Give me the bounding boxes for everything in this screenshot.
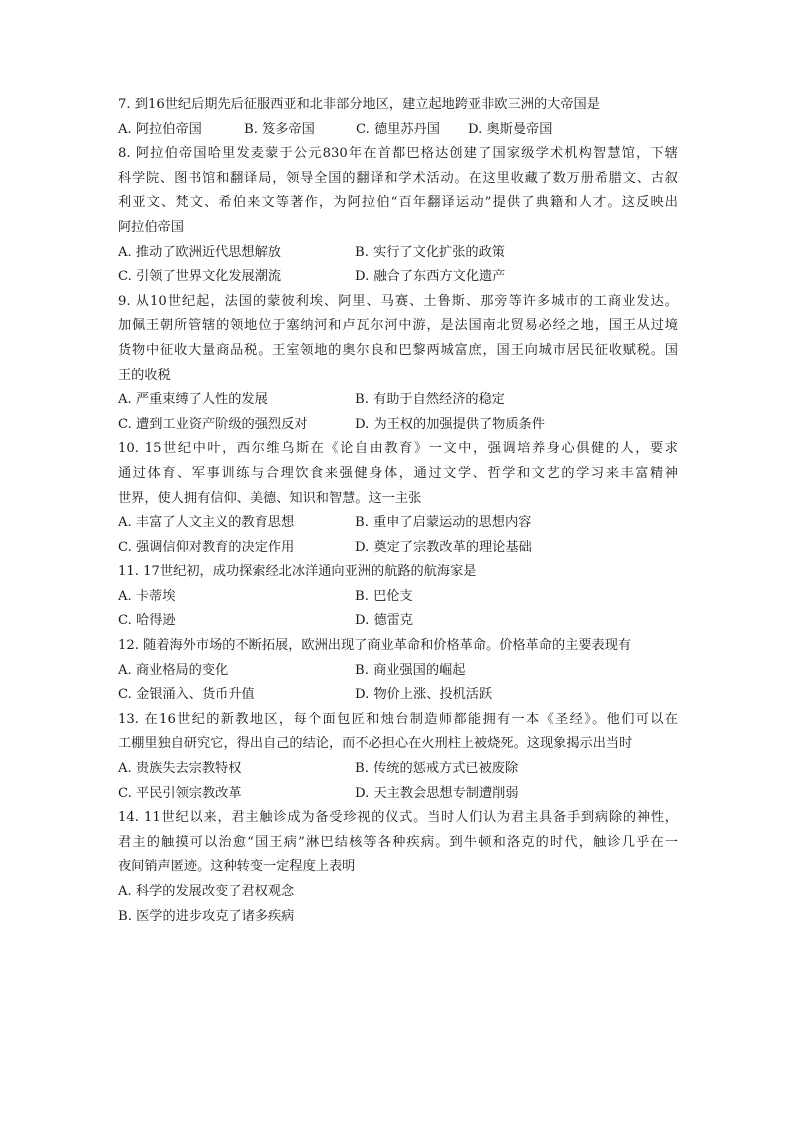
question-stem-line: 夜间销声匿迹。这种转变一定程度上表明: [118, 859, 356, 875]
question-block: [118, 806, 678, 929]
question-block: [118, 634, 678, 708]
options-row: [118, 265, 678, 290]
answer-option[interactable]: B. 笈多帝国: [244, 121, 315, 137]
question-stem-line: 7. 到16世纪后期先后征服西亚和北非部分地区，建立起地跨亚非欧三洲的大帝国是: [118, 97, 600, 112]
question-block: [118, 142, 678, 290]
answer-option[interactable]: B. 医学的进步攻克了诸多疾病: [118, 908, 295, 924]
options-row: [118, 511, 678, 536]
answer-option[interactable]: B. 重申了启蒙运动的思想内容: [355, 515, 532, 531]
answer-option[interactable]: D. 德雷克: [355, 613, 414, 629]
answer-option[interactable]: D. 物价上涨、投机活跃: [355, 687, 493, 703]
options-row: [118, 880, 678, 905]
answer-option[interactable]: C. 遭到工业资产阶级的强烈反对: [118, 416, 308, 432]
options-row: [118, 659, 678, 684]
answer-option[interactable]: A. 严重束缚了人性的发展: [118, 392, 268, 408]
question-stem-line: 10. 15世纪中叶，西尔维乌斯在《论自由教育》一文中，强调培养身心俱健的人，要求: [118, 441, 678, 457]
answer-option[interactable]: A. 卡蒂埃: [118, 588, 176, 604]
options-row: [118, 585, 678, 610]
question-block: [118, 560, 678, 634]
question-block: [118, 290, 678, 438]
question-stem-line: 世界，使人拥有信仰、美德、知识和智慧。这一主张: [118, 490, 422, 506]
answer-option[interactable]: D. 天主教会思想专制遭削弱: [355, 785, 519, 801]
question-stem-line: 王的收税: [118, 367, 171, 383]
options-row: [118, 118, 678, 143]
answer-option[interactable]: A. 商业格局的变化: [118, 662, 229, 678]
answer-option[interactable]: C. 金银涌入、货币升值: [118, 687, 255, 703]
answer-option[interactable]: D. 融合了东西方文化遗产: [355, 269, 506, 285]
options-row: [118, 536, 678, 561]
question-stem-line: 8. 阿拉伯帝国哈里发麦蒙于公元830年在首都巴格达创建了国家级学术机构智慧馆，下辖: [118, 146, 678, 162]
answer-option[interactable]: A. 贵族失去宗教特权: [118, 761, 242, 777]
options-row: [118, 388, 678, 413]
question-stem-line: 阿拉伯帝国: [118, 219, 184, 235]
answer-option[interactable]: B. 实行了文化扩张的政策: [355, 244, 505, 260]
answer-option[interactable]: C. 哈得逊: [118, 613, 176, 629]
question-stem-line: 科学院、图书馆和翻译局，领导全国的翻译和学术活动。在这里收藏了数万册希腊文、古叙: [118, 170, 678, 186]
options-row: [118, 609, 678, 634]
question-stem-line: 利亚文、梵文、希伯来文等著作，为阿拉伯“百年翻译运动”提供了典籍和人才。这反映出: [118, 195, 678, 211]
answer-option[interactable]: B. 商业强国的崛起: [355, 662, 466, 678]
answer-option[interactable]: C. 德里苏丹国: [356, 121, 440, 137]
question-stem-line: 11. 17世纪初，成功探索经北冰洋通向亚洲的航路的航海家是: [118, 564, 477, 580]
answer-option[interactable]: C. 引领了世界文化发展潮流: [118, 269, 282, 285]
answer-option[interactable]: A. 丰富了人文主义的教育思想: [118, 515, 295, 531]
question-block: [118, 708, 678, 806]
options-row: [118, 241, 678, 266]
exam-page: [118, 93, 678, 929]
question-stem-line: 通过体育、军事训练与合理饮食来强健身体，通过文学、哲学和文艺的学习来丰富精神: [118, 465, 678, 481]
options-row: [118, 782, 678, 807]
answer-option[interactable]: B. 传统的惩戒方式已被废除: [355, 761, 519, 777]
options-row: [118, 905, 678, 930]
options-row: [118, 757, 678, 782]
answer-option[interactable]: D. 奠定了宗教改革的理论基础: [355, 539, 532, 555]
answer-option[interactable]: A. 阿拉伯帝国: [118, 121, 202, 137]
question-stem-line: 14. 11世纪以来，君主触诊成为备受珍视的仪式。当时人们认为君主具备手到病除的神性，: [118, 810, 678, 826]
answer-option[interactable]: B. 有助于自然经济的稳定: [355, 392, 505, 408]
question-stem-line: 13. 在16世纪的新教地区，每个面包匠和烛台制造师都能拥有一本《圣经》。他们可以在: [118, 711, 678, 727]
answer-option[interactable]: C. 平民引领宗教改革: [118, 785, 242, 801]
answer-option[interactable]: D. 奥斯曼帝国: [468, 121, 553, 137]
options-row: [118, 413, 678, 438]
options-row: [118, 683, 678, 708]
question-stem-line: 货物中征收大量商品税。王室领地的奥尔良和巴黎两城富庶，国王向城市居民征收赋税。国: [118, 342, 678, 358]
answer-option[interactable]: A. 科学的发展改变了君权观念: [118, 884, 295, 899]
question-block: [118, 437, 678, 560]
question-block: [118, 93, 678, 142]
answer-option[interactable]: D. 为王权的加强提供了物质条件: [355, 416, 545, 432]
answer-option[interactable]: B. 巴伦支: [355, 588, 413, 604]
answer-option[interactable]: C. 强调信仰对教育的决定作用: [118, 539, 295, 555]
question-stem-line: 君主的触摸可以治愈“国王病”淋巴结核等各种疾病。到牛顿和洛克的时代，触诊几乎在一: [118, 834, 678, 850]
question-stem-line: 9. 从10世纪起，法国的蒙彼利埃、阿里、马赛、土鲁斯、那旁等许多城市的工商业发达。: [118, 293, 678, 309]
answer-option[interactable]: A. 推动了欧洲近代思想解放: [118, 244, 281, 260]
question-stem-line: 12. 随着海外市场的不断拓展，欧洲出现了商业革命和价格革命。价格革命的主要表现有: [118, 638, 632, 654]
question-stem-line: 加佩王朝所管辖的领地位于塞纳河和卢瓦尔河中游，是法国南北贸易必经之地，国王从过境: [118, 318, 678, 334]
question-stem-line: 工棚里独自研究它，得出自己的结论，而不必担心在火刑柱上被烧死。这现象揭示出当时: [118, 736, 633, 752]
